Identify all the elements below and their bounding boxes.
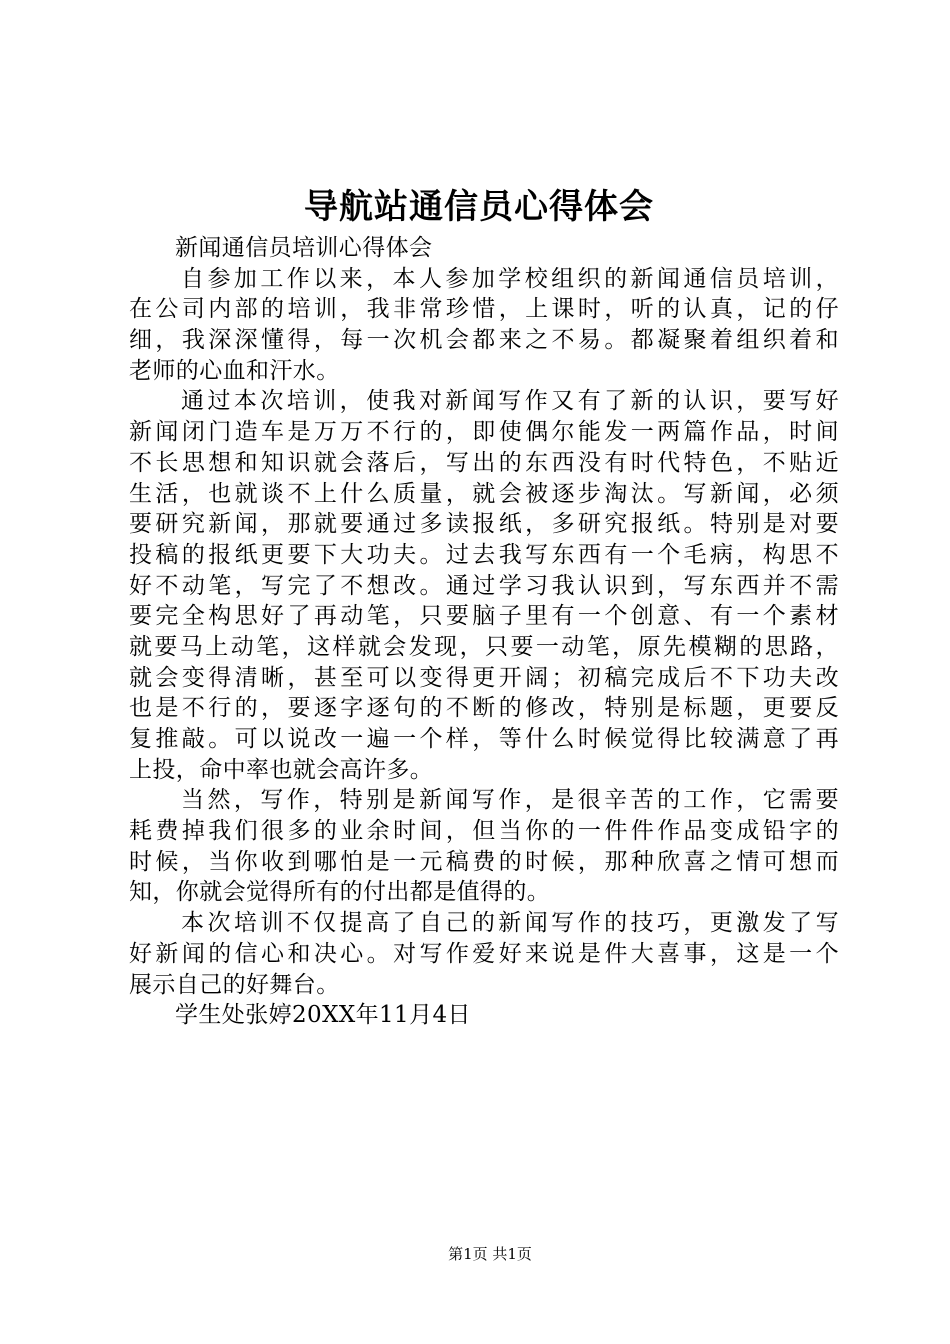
paragraph-line: 就要马上动笔，这样就会发现，只要一动笔，原先模糊的思路， — [129, 633, 839, 660]
paragraph-line: 通过本次培训，使我对新闻写作又有了新的认识，要写好 — [181, 388, 839, 415]
paragraph-line: 耗费掉我们很多的业余时间，但当你的一件件作品变成铅字的 — [129, 818, 839, 845]
paragraph-line: 好不动笔，写完了不想改。通过学习我认识到，写东西并不需 — [129, 572, 839, 599]
document-title: 导航站通信员心得体会 — [304, 187, 654, 227]
paragraph-line: 展示自己的好舞台。 — [129, 971, 340, 998]
paragraph-line: 老师的心血和汗水。 — [129, 357, 340, 384]
page-footer: 第1页 共1页 — [448, 1245, 532, 1263]
paragraph-line: 要完全构思好了再动笔，只要脑子里有一个创意、有一个素材 — [129, 603, 839, 630]
paragraph-line: 好新闻的信心和决心。对写作爱好来说是件大喜事，这是一个 — [129, 940, 839, 967]
paragraph-line: 知，你就会觉得所有的付出都是值得的。 — [129, 879, 551, 906]
paragraph-line: 时候，当你收到哪怕是一元稿费的时候，那种欣喜之情可想而 — [129, 848, 839, 875]
paragraph-line: 自参加工作以来，本人参加学校组织的新闻通信员培训， — [181, 265, 839, 292]
paragraph-line: 也是不行的，要逐字逐句的不断的修改，特别是标题，更要反 — [129, 695, 839, 722]
document-body — [129, 233, 839, 1031]
paragraph-line: 复推敲。可以说改一遍一个样，等什么时候觉得比较满意了再 — [129, 726, 839, 752]
paragraph-line: 当然，写作，特别是新闻写作，是很辛苦的工作，它需要 — [181, 787, 839, 814]
paragraph-line: 细，我深深懂得，每一次机会都来之不易。都凝聚着组织着和 — [129, 327, 839, 354]
subtitle-line: 新闻通信员培训心得体会 — [175, 235, 433, 261]
paragraph-line: 新闻闭门造车是万万不行的，即使偶尔能发一两篇作品，时间 — [129, 419, 839, 446]
paragraph-line: 上投，命中率也就会高许多。 — [129, 756, 434, 783]
paragraph-line: 本次培训不仅提高了自己的新闻写作的技巧，更激发了写 — [181, 910, 839, 937]
paragraph-line: 要研究新闻，那就要通过多读报纸，多研究报纸。特别是对要 — [129, 511, 839, 538]
paragraph-line: 不长思想和知识就会落后，写出的东西没有时代特色，不贴近 — [129, 449, 839, 476]
signature-line: 学生处张婷20XX年11月4日 — [175, 1002, 471, 1029]
paragraph-line: 投稿的报纸更要下大功夫。过去我写东西有一个毛病，构思不 — [129, 541, 839, 568]
paragraph-line: 就会变得清晰，甚至可以变得更开阔；初稿完成后不下功夫改 — [129, 664, 839, 691]
paragraph-line: 生活，也就谈不上什么质量，就会被逐步淘汰。写新闻，必须 — [129, 480, 839, 507]
paragraph-line: 在公司内部的培训，我非常珍惜，上课时，听的认真，记的仔 — [129, 296, 839, 323]
